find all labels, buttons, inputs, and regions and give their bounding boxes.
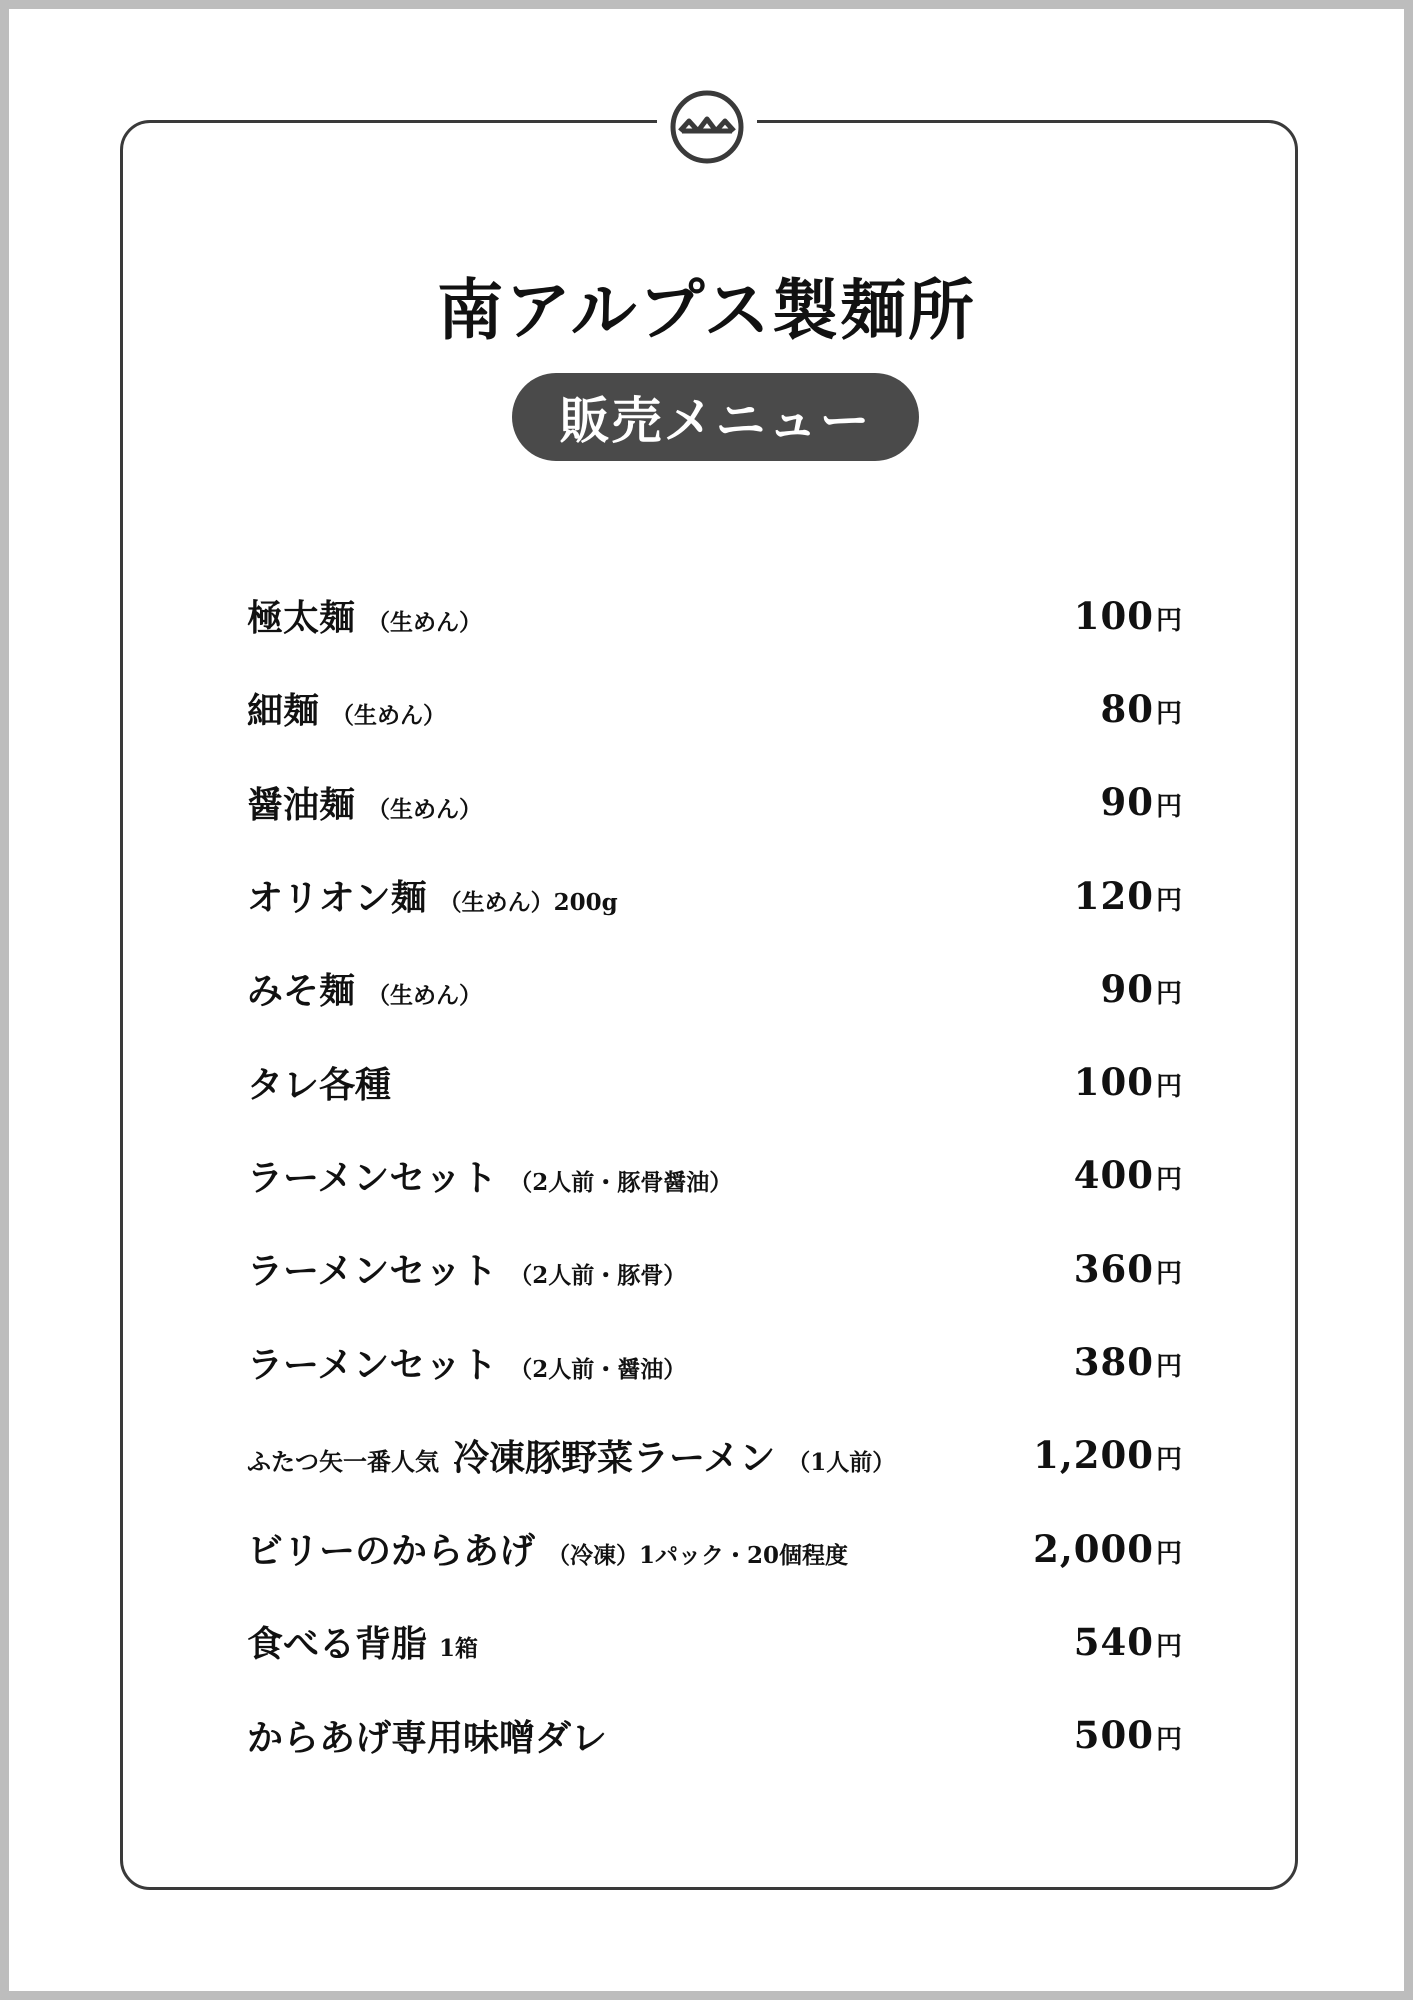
menu-item-label xyxy=(247,1243,686,1294)
menu-item xyxy=(247,942,1182,1035)
menu-item-name: ラーメンセット xyxy=(247,1250,498,1293)
price-currency: 円 xyxy=(1155,1165,1182,1196)
price-amount: 540 xyxy=(1073,1619,1154,1664)
price-amount: 500 xyxy=(1073,1713,1154,1758)
menu-item-name: 冷凍豚野菜ラーメン xyxy=(453,1436,776,1479)
menu-item-price xyxy=(1074,1060,1182,1104)
menu-item-price xyxy=(1100,967,1182,1011)
price-amount: 100 xyxy=(1073,593,1154,638)
menu-subtitle-badge xyxy=(512,373,919,461)
price-currency: 円 xyxy=(1155,698,1182,729)
menu-item xyxy=(247,1409,1182,1502)
menu-item-price xyxy=(1074,1340,1182,1384)
price-currency: 円 xyxy=(1155,885,1182,916)
menu-item-name: ラーメンセット xyxy=(247,1343,498,1386)
menu-item-label xyxy=(247,963,482,1014)
menu-item-label xyxy=(247,683,446,734)
price-amount: 90 xyxy=(1100,780,1154,825)
menu-item-name: 極太麺 xyxy=(247,597,356,640)
menu-item-label xyxy=(247,870,618,921)
price-amount: 400 xyxy=(1073,1153,1154,1198)
price-amount: 120 xyxy=(1073,873,1154,918)
mountain-wave-icon xyxy=(657,89,757,165)
menu-item-note: （生めん） xyxy=(367,795,483,823)
menu-item-label xyxy=(247,1430,895,1481)
menu-item-note: （2人前・豚骨） xyxy=(509,1262,687,1290)
menu-item-name: 醤油麺 xyxy=(247,783,356,826)
menu-item xyxy=(247,1689,1182,1782)
price-currency: 円 xyxy=(1155,1445,1182,1476)
menu-item-price xyxy=(1100,780,1182,824)
price-currency: 円 xyxy=(1155,1538,1182,1569)
menu-item-price xyxy=(1100,687,1182,731)
menu-item-price xyxy=(1074,594,1182,638)
price-amount: 90 xyxy=(1100,966,1154,1011)
menu-item-price xyxy=(1033,1433,1182,1477)
menu-item-note: （冷凍）1パック・20個程度 xyxy=(547,1542,849,1570)
page-title: 南アルプス製麺所 xyxy=(437,271,976,349)
menu-item-label xyxy=(247,590,482,641)
price-currency: 円 xyxy=(1155,792,1182,823)
menu-item-name: ラーメンセット xyxy=(247,1156,498,1199)
menu-item xyxy=(247,1035,1182,1128)
menu-item xyxy=(247,1222,1182,1315)
price-amount: 80 xyxy=(1100,686,1154,731)
menu-item-name: みそ麺 xyxy=(247,970,356,1013)
menu-item-note: （1人前） xyxy=(787,1448,896,1476)
menu-item-note: （2人前・醤油） xyxy=(509,1355,687,1383)
menu-list xyxy=(247,569,1182,1782)
menu-item-note: （生めん） xyxy=(367,982,483,1010)
menu-item-label xyxy=(247,1523,848,1574)
menu-item xyxy=(247,756,1182,849)
menu-item xyxy=(247,1315,1182,1408)
menu-item-price xyxy=(1074,1620,1182,1664)
menu-item-name: からあげ専用味噌ダレ xyxy=(247,1716,608,1759)
menu-item-price xyxy=(1074,1247,1182,1291)
menu-item-price xyxy=(1074,1153,1182,1197)
menu-item-note: （2人前・豚骨醤油） xyxy=(509,1168,733,1196)
menu-item-name: ビリーのからあげ xyxy=(247,1530,536,1573)
menu-item xyxy=(247,1502,1182,1595)
menu-item xyxy=(247,569,1182,662)
menu-item xyxy=(247,1129,1182,1222)
menu-item-label xyxy=(247,1337,686,1388)
price-amount: 380 xyxy=(1073,1340,1154,1385)
price-amount: 2,000 xyxy=(1033,1526,1154,1571)
menu-item-label xyxy=(247,1150,732,1201)
price-amount: 1,200 xyxy=(1033,1433,1154,1478)
menu-item-note: 1箱 xyxy=(439,1635,479,1663)
price-currency: 円 xyxy=(1155,978,1182,1009)
menu-item xyxy=(247,1595,1182,1688)
menu-item xyxy=(247,849,1182,942)
menu-item-note: （生めん） xyxy=(331,702,447,730)
menu-item-name: タレ各種 xyxy=(247,1063,392,1106)
price-currency: 円 xyxy=(1155,1352,1182,1383)
menu-item-price xyxy=(1074,874,1182,918)
price-currency: 円 xyxy=(1155,1072,1182,1103)
menu-item xyxy=(247,662,1182,755)
menu-item-price xyxy=(1074,1713,1182,1757)
menu-item-label xyxy=(247,1057,391,1108)
menu-item-prefix: ふたつ矢一番人気 xyxy=(247,1446,439,1476)
price-currency: 円 xyxy=(1155,1258,1182,1289)
menu-item-price xyxy=(1033,1527,1182,1571)
menu-item-note: （生めん） xyxy=(367,609,483,637)
menu-item-name: オリオン麺 xyxy=(247,877,427,920)
price-amount: 360 xyxy=(1073,1246,1154,1291)
menu-item-note: （生めん）200g xyxy=(438,889,618,917)
price-currency: 円 xyxy=(1155,605,1182,636)
price-currency: 円 xyxy=(1155,1631,1182,1662)
menu-item-label xyxy=(247,1710,607,1761)
menu-subtitle: 販売メニュー xyxy=(559,391,872,450)
menu-item-name: 細麺 xyxy=(247,690,320,733)
price-currency: 円 xyxy=(1155,1725,1182,1756)
menu-item-name: 食べる背脂 xyxy=(247,1623,428,1666)
menu-item-label xyxy=(247,1616,478,1667)
menu-item-label xyxy=(247,777,482,828)
price-amount: 100 xyxy=(1073,1060,1154,1105)
